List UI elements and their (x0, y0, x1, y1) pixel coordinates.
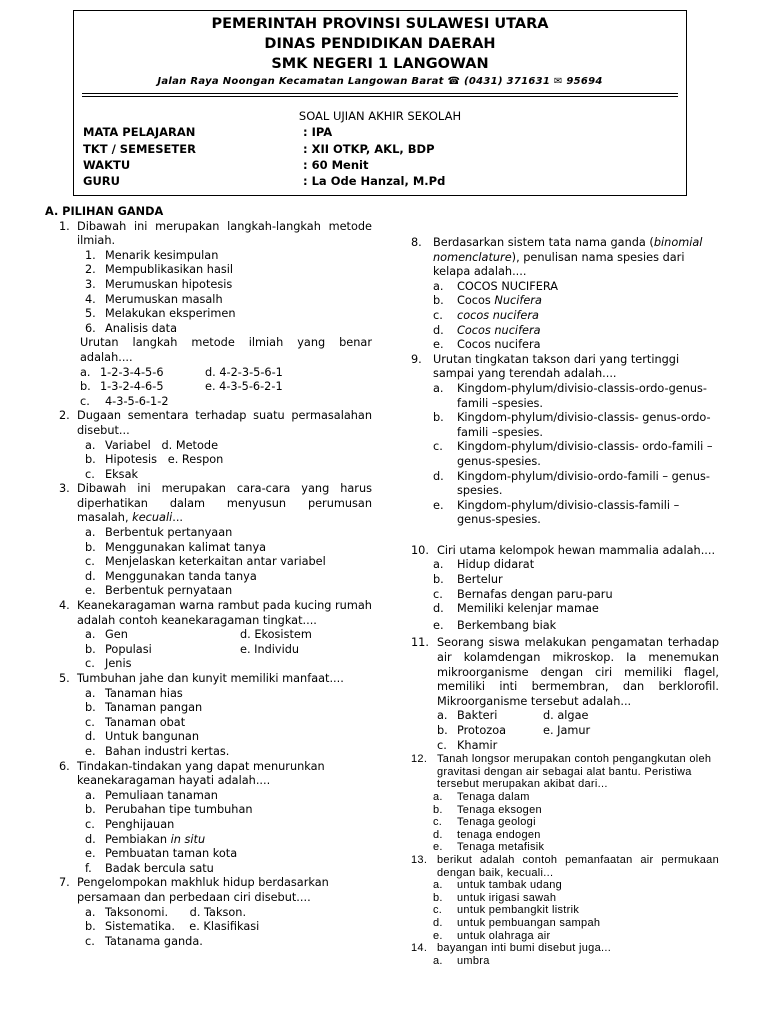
government-title: PEMERINTAH PROVINSI SULAWESI UTARA (211, 16, 549, 32)
option: a. Taksonomi. d. Takson. (85, 905, 247, 919)
meta-row: WAKTU : 60 Menit (83, 158, 369, 172)
school-address: Jalan Raya Noongan Kecamatan Langowan Barat ☎ (0431) 371631 ✉ 95694 (157, 76, 603, 87)
list-item: 1. Menarik kesimpulan (85, 248, 219, 262)
option-row: a. Gen d. Ekosistem (85, 628, 312, 642)
right-column (411, 236, 719, 967)
option: c. cocos nucifera (433, 308, 539, 322)
option-row: a. 1-2-3-4-5-6 d. 4-2-3-5-6-1 (80, 365, 283, 379)
school-title: SMK NEGERI 1 LANGOWAN (271, 56, 489, 72)
question-14: 14. bayangan inti bumi disebut juga... (411, 942, 612, 955)
option: c. Menjelaskan keterkaitan antar variabel (85, 555, 326, 569)
list-item: 6. Analisis data (85, 321, 178, 335)
option: c. Bernafas dengan paru-paru (433, 587, 613, 601)
exam-title: SOAL UJIAN AKHIR SEKOLAH (298, 109, 462, 123)
option: e. Berkembang biak (433, 618, 557, 632)
option: b. Kingdom-phylum/divisio-classis- genus-ordo-famili –spesies. (433, 411, 711, 439)
option: b. Menggunakan kalimat tanya (85, 540, 267, 554)
option: d. Kingdom-phylum/divisio-ordo-famili – genus-spesies. (433, 469, 711, 498)
option: f. Badak bercula satu (85, 861, 214, 875)
option: c. Tenaga geologi (433, 816, 536, 829)
question-8: 8. Berdasarkan sistem tata nama ganda (binomial nomenclature), penulisan nama spesies dari kelapa adalah.... (411, 236, 703, 279)
option: e. Tenaga metafisik (433, 841, 545, 854)
option: b. Hipotesis e. Respon (85, 453, 224, 467)
option: a. Variabel d. Metode (85, 438, 219, 452)
left-column (47, 205, 372, 949)
option: b. Cocos Nucifera (433, 294, 542, 308)
option: c. Penghijauan (85, 817, 175, 831)
question-10: 10. Ciri utama kelompok hewan mammalia adalah.... (411, 543, 716, 557)
option: a. Tenaga dalam (433, 790, 530, 803)
option: a. Kingdom-phylum/divisio-classis-ordo-genus-famili –spesies. (433, 381, 708, 410)
question-11: 11. Seorang siswa melakukan pengamatan terhadap air kolamdengan mikroskop. Ia menemukan mikroorganisme dengan ciri memiliki flagel, memiliki inti bermembran, dan berklorofil. Mikroorganisme tersebut adalah... (411, 636, 719, 708)
list-item: 3. Merumuskan hipotesis (85, 277, 233, 291)
option: b. Tanaman pangan (85, 701, 203, 715)
option: e. untuk olahraga air (433, 929, 551, 942)
option: a. untuk tambak udang (433, 879, 563, 892)
question-12: 12. Tanah longsor merupakan contoh pengangkutan oleh gravitasi dengan air sebagai alat bantu. Peristiwa tersebut merupakan akibat dari... (411, 753, 712, 791)
option: e. Bahan industri kertas. (85, 744, 230, 758)
option: c. Eksak (85, 467, 139, 481)
option: a. Hidup didarat (433, 558, 535, 572)
option: c. Tanaman obat (85, 715, 186, 729)
meta-row: TKT / SEMESETER : XII OTKP, AKL, BDP (83, 142, 435, 156)
department-title: DINAS PENDIDIKAN DAERAH (264, 36, 496, 52)
option: b. Perubahan tipe tumbuhan (85, 803, 253, 817)
meta-row: GURU : La Ode Hanzal, M.Pd (83, 174, 446, 188)
question-9: 9. Urutan tingkatan takson dari yang tertinggi sampai yang terendah adalah.... (411, 352, 680, 381)
option: a. Pemuliaan tanaman (85, 788, 218, 802)
question-4: 4. Keanekaragaman warna rambut pada kucing rumah adalah contoh keanekaragaman tingkat.... (59, 599, 372, 627)
list-item: 5. Melakukan eksperimen (85, 307, 236, 321)
question-3: 3. Dibawah ini merupakan cara-cara yang harus diperhatikan dalam menyusun perumusan masalah, kecuali... (59, 482, 372, 525)
option-row: b. Protozoa e. Jamur (437, 724, 591, 737)
question-1: 1. Dibawah ini merupakan langkah-langkah metode ilmiah. (59, 219, 372, 248)
option: b. Tenaga eksogen (433, 803, 542, 816)
option: e. Berbentuk pernyataan (85, 584, 233, 598)
option: b. untuk irigasi sawah (433, 891, 557, 904)
option-row: b. Populasi e. Individu (85, 642, 300, 656)
option: d. Pembiakan in situ (85, 832, 206, 846)
divider (82, 96, 678, 97)
meta-row: MATA PELAJARAN : IPA (83, 125, 333, 139)
question-2: 2. Dugaan sementara terhadap suatu permasalahan disebut... (59, 409, 372, 437)
option-row: a. Bakteri d. algae (437, 709, 589, 723)
option-row: b. 1-3-2-4-6-5 e. 4-3-5-6-2-1 (80, 380, 283, 394)
question-5: 5. Tumbuhan jahe dan kunyit memiliki manfaat.... (59, 672, 344, 685)
question-prompt: Urutan langkah metode ilmiah yang benar adalah.... (80, 336, 372, 364)
option-row: c. Khamir (437, 738, 498, 752)
question-7: 7. Pengelompokan makhluk hidup berdasarkan persamaan dan perbedaan ciri disebut.... (59, 876, 329, 904)
divider (82, 93, 678, 94)
option-row: c. Jenis (85, 657, 132, 671)
option: d. tenaga endogen (433, 828, 541, 841)
option: c. untuk pembangkit listrik (433, 904, 580, 917)
option: a. Berbentuk pertanyaan (85, 526, 233, 540)
option: a. umbra (433, 954, 490, 967)
option: c. Kingdom-phylum/divisio-classis- ordo-famili – genus-spesies. (433, 440, 713, 468)
list-item: 2. Mempublikasikan hasil (85, 263, 234, 277)
option: e. Cocos nucifera (433, 338, 541, 352)
option: e. Kingdom-phylum/divisio-classis-famili – genus-spesies. (433, 498, 680, 527)
question-13: 13. berikut adalah contoh pemanfaatan air permukaan dengan baik, kecuali... (411, 853, 719, 879)
letterhead (73, 10, 687, 196)
option: e. Pembuatan taman kota (85, 847, 238, 861)
option: d. Memiliki kelenjar mamae (433, 602, 599, 616)
option: d. Untuk bangunan (85, 730, 199, 744)
option: a. COCOS NUCIFERA (433, 279, 559, 293)
option: b. Sistematika. e. Klasifikasi (85, 920, 260, 934)
option: b. Bertelur (433, 573, 503, 587)
option-row: c. 4-3-5-6-1-2 (80, 394, 169, 408)
option: d. Cocos nucifera (433, 323, 541, 337)
option: d. untuk pembuangan sampah (433, 916, 601, 929)
list-item: 4. Merumuskan masalh (85, 292, 223, 306)
option: c. Tatanama ganda. (85, 934, 203, 948)
section-heading: A. PILIHAN GANDA (45, 205, 164, 218)
question-6: 6. Tindakan-tindakan yang dapat menurunkan keanekaragaman hayati adalah.... (59, 759, 325, 788)
option: a. Tanaman hias (85, 686, 183, 700)
option: d. Menggunakan tanda tanya (85, 569, 257, 583)
